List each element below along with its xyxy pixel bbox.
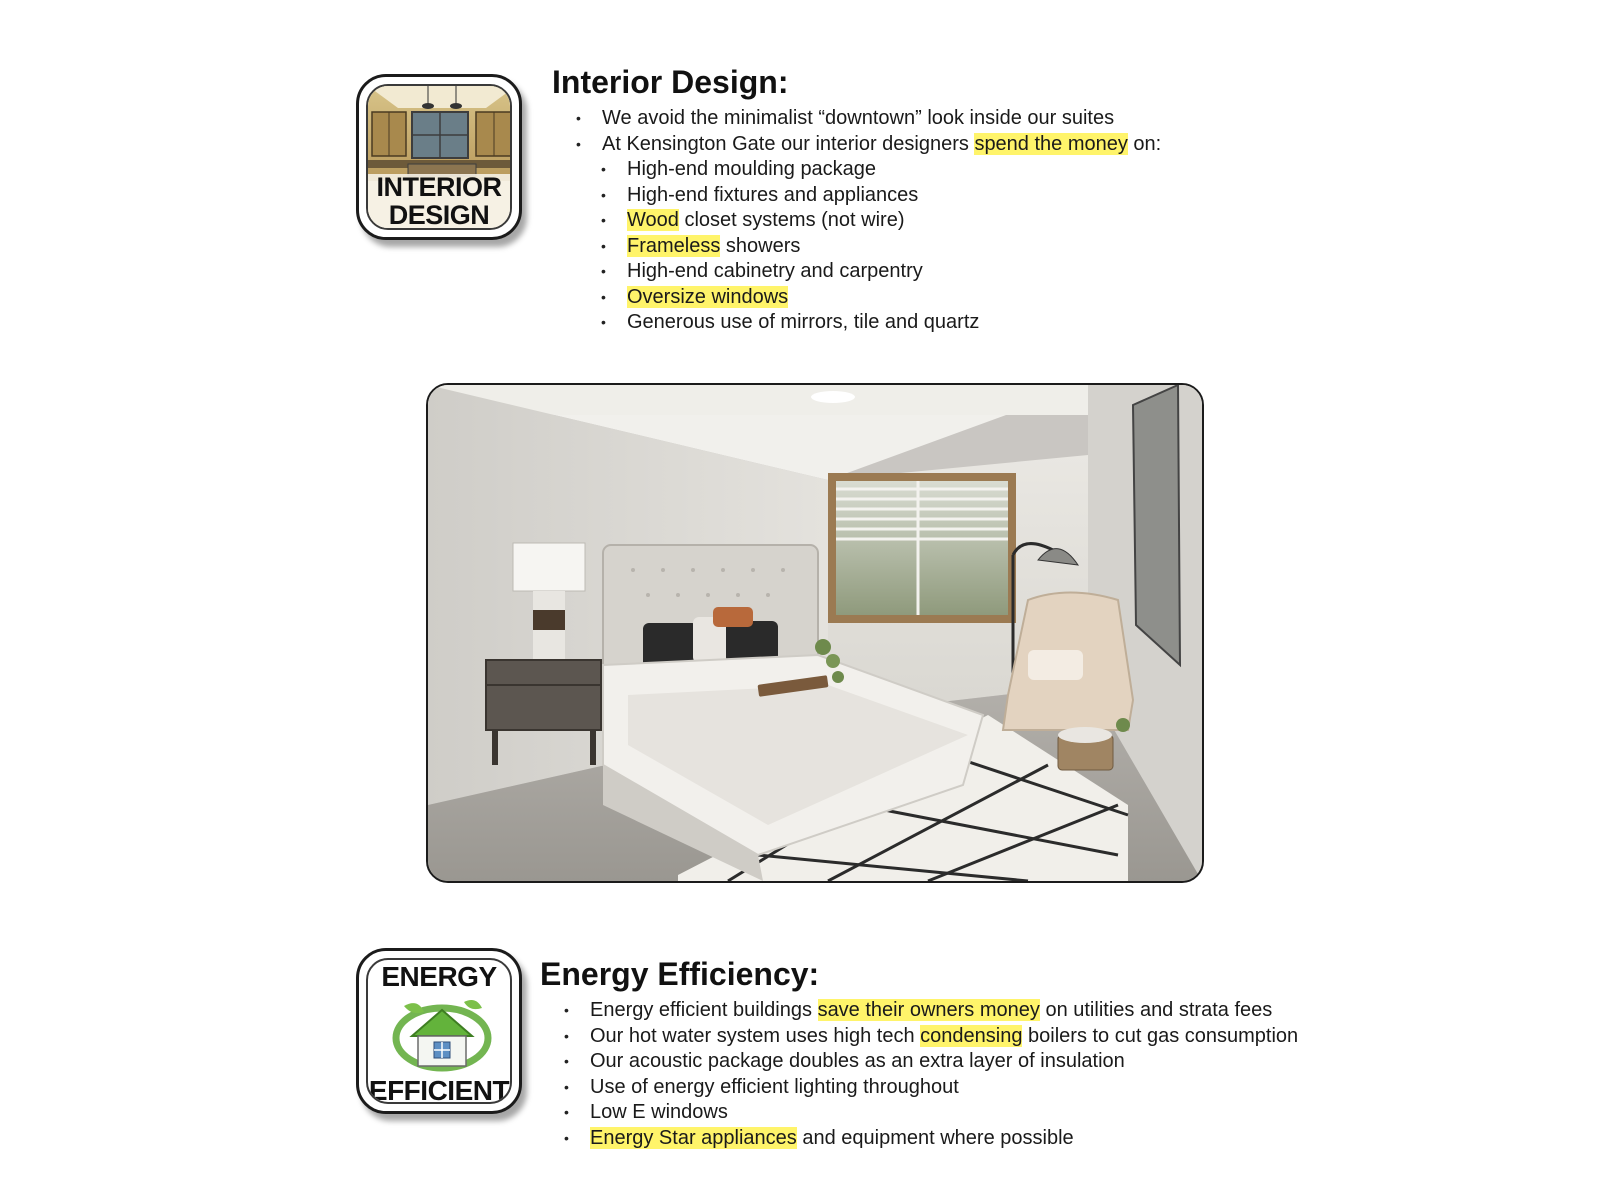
list-item: • At Kensington Gate our interior designers spend the money on: bbox=[576, 132, 1161, 158]
sub-list-item: • Generous use of mirrors, tile and quartz bbox=[601, 310, 1161, 336]
highlight: save their owners money bbox=[817, 999, 1040, 1021]
green-house-icon bbox=[368, 994, 512, 1074]
interior-design-bullet-list bbox=[576, 106, 1161, 336]
sub-list-item: • Frameless showers bbox=[601, 234, 1161, 260]
sub-list-item: • High-end fixtures and appliances bbox=[601, 183, 1161, 209]
interior-design-badge bbox=[356, 74, 522, 240]
interior-design-heading: Interior Design: bbox=[552, 64, 789, 100]
highlight: Oversize windows bbox=[627, 285, 789, 308]
energy-efficiency-heading: Energy Efficiency: bbox=[540, 956, 820, 992]
bedroom-illustration bbox=[428, 385, 1202, 881]
list-item: • Our acoustic package doubles as an extra layer of insulation bbox=[564, 1049, 1298, 1075]
energy-efficiency-bullet-list bbox=[564, 998, 1298, 1151]
energy-efficient-badge-inner bbox=[366, 958, 512, 1104]
list-item: • Our hot water system uses high tech condensing boilers to cut gas consumption bbox=[564, 1024, 1298, 1050]
interior-design-badge-inner bbox=[366, 84, 512, 230]
energy-efficient-badge bbox=[356, 948, 522, 1114]
highlight: condensing bbox=[920, 1024, 1023, 1047]
energy-badge-line2: EFFICIENT bbox=[368, 1075, 510, 1104]
sub-list-item: • High-end cabinetry and carpentry bbox=[601, 259, 1161, 285]
interior-badge-line2: DESIGN bbox=[388, 200, 490, 230]
list-item: • Low E windows bbox=[564, 1100, 1298, 1126]
highlight: spend the money bbox=[974, 132, 1128, 155]
sub-list-item bbox=[601, 285, 1161, 311]
highlight: Wood bbox=[627, 209, 679, 231]
list-item: • Energy Star appliances and equipment where possible bbox=[564, 1126, 1298, 1152]
energy-badge-line1: ENERGY bbox=[381, 961, 497, 992]
list-item: • Energy efficient buildings save their owners money on utilities and strata fees bbox=[564, 998, 1298, 1024]
interior-badge-line1: INTERIOR bbox=[376, 172, 502, 202]
bedroom-photo bbox=[426, 383, 1204, 883]
sub-list-item: • Wood closet systems (not wire) bbox=[601, 208, 1161, 234]
list-item: • We avoid the minimalist “downtown” look inside our suites bbox=[576, 106, 1161, 132]
sub-list-item: • High-end moulding package bbox=[601, 157, 1161, 183]
highlight: Energy Star appliances bbox=[590, 1126, 797, 1149]
highlight: Frameless bbox=[627, 234, 721, 257]
list-item: • Use of energy efficient lighting throughout bbox=[564, 1075, 1298, 1101]
